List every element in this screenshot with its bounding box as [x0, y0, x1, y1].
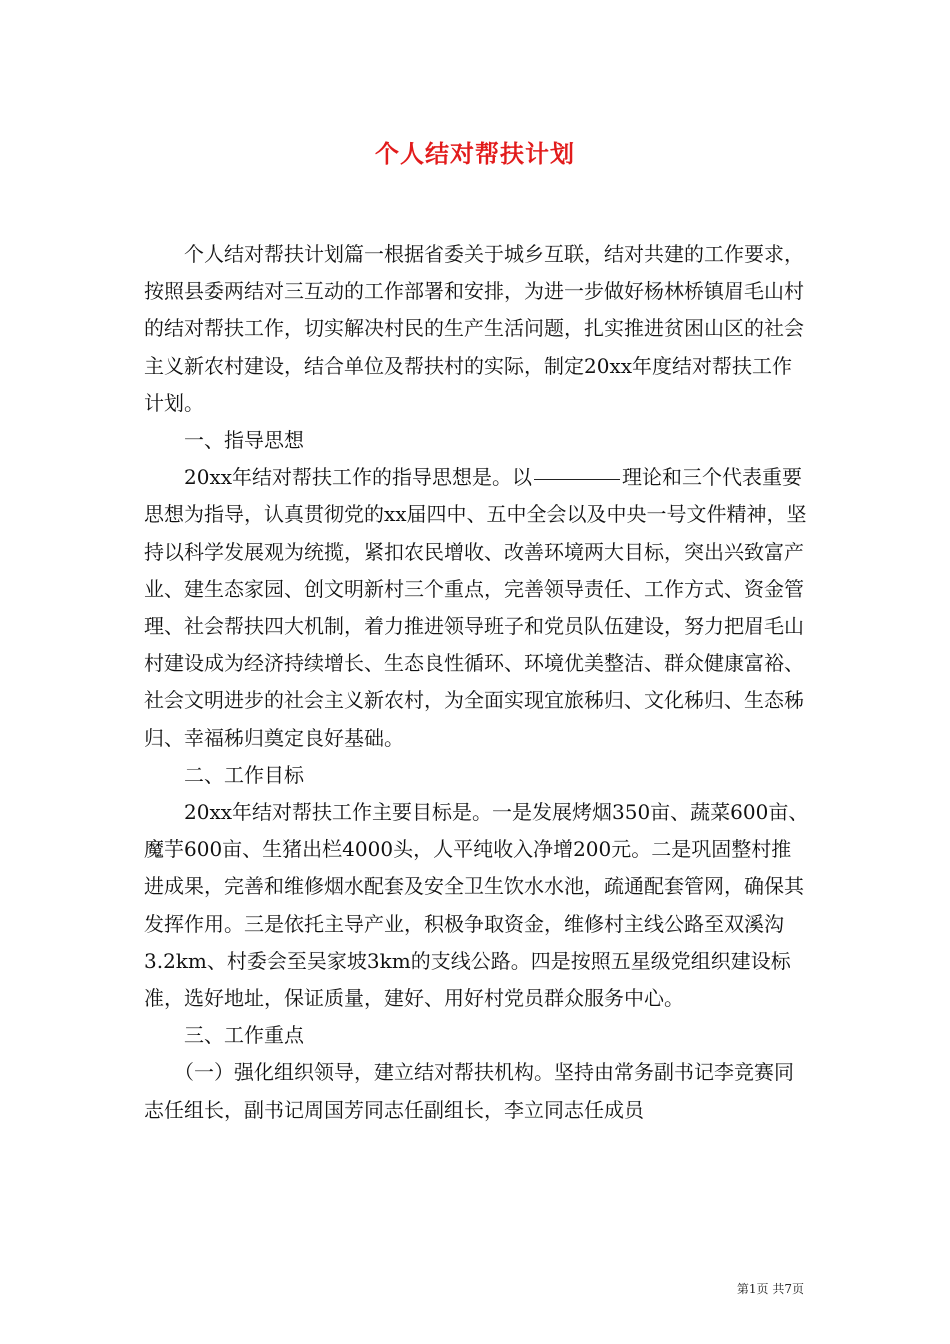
work-focus-paragraph: （一）强化组织领导，建立结对帮扶机构。坚持由常务副书记李竞赛同志任组长，副书记周国芳同志任副组长，李立同志任成员	[144, 1060, 794, 1122]
fill-in-blank	[534, 478, 620, 480]
guiding-thought-paragraph	[144, 459, 809, 757]
section-heading-guiding-thought: 一、指导思想	[184, 428, 304, 453]
section-heading-work-focus: 三、工作重点	[184, 1023, 304, 1048]
document-title: 个人结对帮扶计划	[375, 139, 575, 168]
page-number-footer: 第1页 共7页	[736, 1282, 804, 1296]
guiding-thought-lead: 20xx年结对帮扶工作的指导思想是。以	[184, 465, 533, 490]
guiding-thought-rest: 理论和三个代表重要思想为指导，认真贯彻党的xx届四中、五中全会以及中央一号文件精神，坚持以科学发展观为统揽，紧扣农民增收、改善环境两大目标，突出兴致富产业、建生态家园、创文明新村三个重点，完善领导责任、工作方式、资金管理、社会帮扶四大机制，着力推进领导班子和党员队伍建设，努力把眉毛山村建设成为经济持续增长、生态良性循环、环境优美整洁、群众健康富裕、社会文明进步的社会主义新农村，为全面实现宜旅秭归、文化秭归、生态秭归、幸福秭归奠定良好基础。	[144, 465, 807, 750]
document-body	[144, 236, 809, 1129]
work-goals-paragraph: 20xx年结对帮扶工作主要目标是。一是发展烤烟350亩、蔬菜600亩、魔芋600亩、生猪出栏4000头，人平纯收入净增200元。二是巩固整村推进成果，完善和维修烟水配套及安全卫生饮水水池，疏通配套管网，确保其发挥作用。三是依托主导产业，积极争取资金，维修村主线公路至双溪沟3.2km、村委会至吴家坡3km的支线公路。四是按照五星级党组织建设标准，选好地址，保证质量，建好、用好村党员群众服务中心。	[144, 800, 809, 1011]
intro-paragraph: 个人结对帮扶计划篇一根据省委关于城乡互联，结对共建的工作要求，按照县委两结对三互动的工作部署和安排，为进一步做好杨林桥镇眉毛山村的结对帮扶工作，切实解决村民的生产生活问题，扎实推进贫困山区的社会主义新农村建设，结合单位及帮扶村的实际，制定20xx年度结对帮扶工作计划。	[144, 242, 804, 415]
section-heading-work-goals: 二、工作目标	[184, 762, 304, 787]
